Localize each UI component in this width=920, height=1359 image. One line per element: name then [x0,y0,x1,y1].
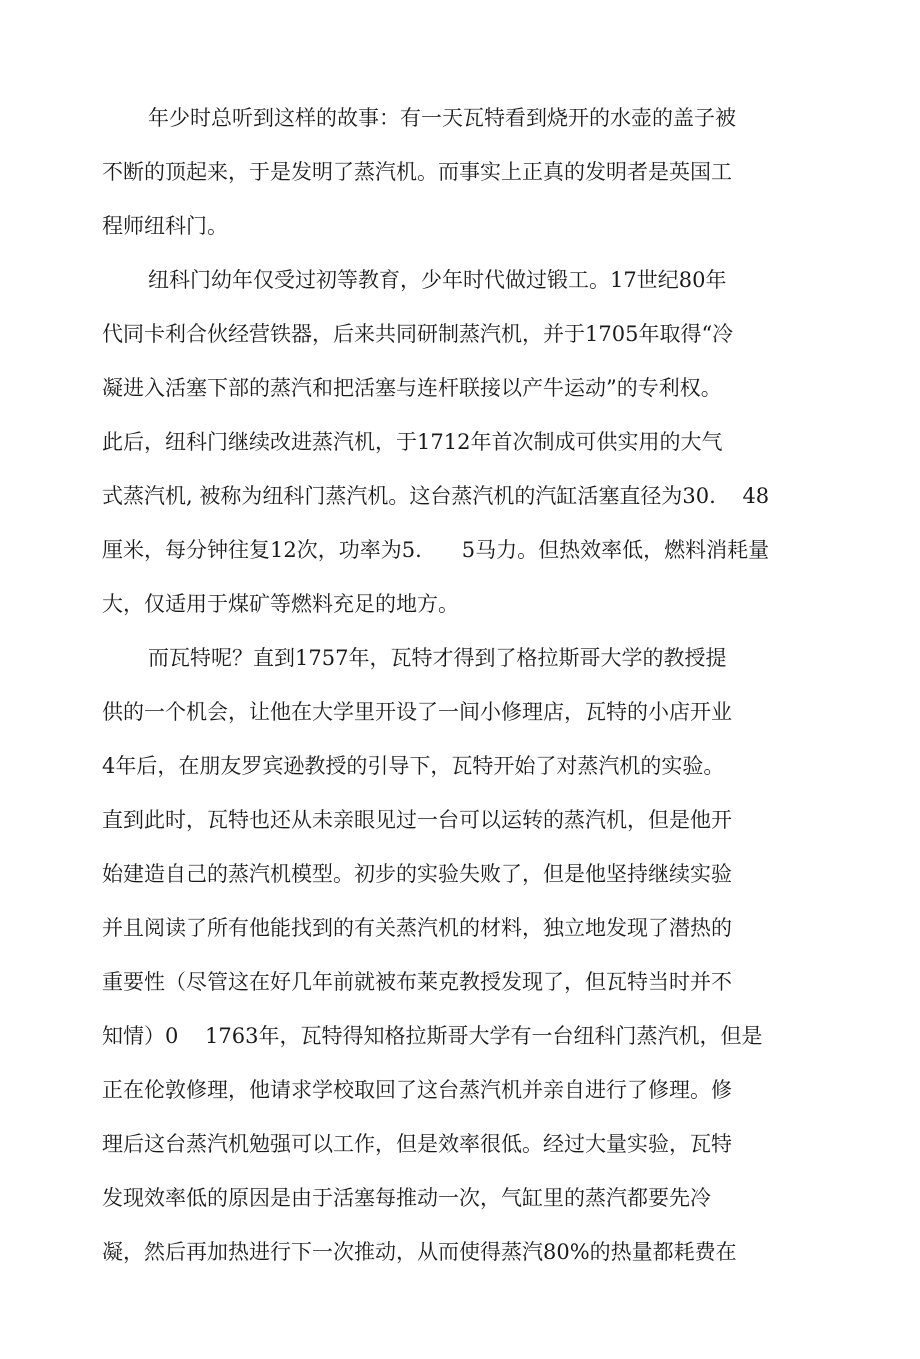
text-line: 4年后，在朋友罗宾逊教授的引导下，瓦特开始了对蒸汽机的实验。 [102,754,725,778]
text-line: 凝，然后再加热进行下一次推动，从而使得蒸汽80%的热量都耗费在 [102,1240,737,1264]
text-line: 发现效率低的原因是由于活塞每推动一次，气缸里的蒸汽都要先冷 [102,1186,711,1210]
text-line: 式蒸汽机, 被称为纽科门蒸汽机。这台蒸汽机的汽缸活塞直径为30. 48 [102,484,770,508]
text-line: 厘米，每分钟往复12次，功率为5. 5马力。但热效率低，燃料消耗量 [102,538,770,562]
text-line: 始建造自己的蒸汽机模型。初步的实验失败了，但是他坚持继续实验 [102,862,732,886]
text-line: 凝进入活塞下部的蒸汽和把活塞与连杆联接以产牛运动”的专利权。 [102,376,722,400]
text-line: 供的一个机会，让他在大学里开设了一间小修理店，瓦特的小店开业 [102,700,732,724]
text-line: 年少时总听到这样的故事：有一天瓦特看到烧开的水壶的盖子被 [148,106,736,130]
text-line: 纽科门幼年仅受过初等教育，少年时代做过锻工。17世纪80年 [148,268,727,292]
text-line: 程师纽科门。 [102,214,228,238]
text-line: 正在伦敦修理，他请求学校取回了这台蒸汽机并亲自进行了修理。修 [102,1078,732,1102]
text-line: 知情）0 1763年，瓦特得知格拉斯哥大学有一台纽科门蒸汽机，但是 [102,1024,763,1048]
text-line: 代同卡利合伙经营铁器，后来共同研制蒸汽机，并于1705年取得“冷 [102,322,734,346]
text-line: 此后，纽科门继续改进蒸汽机，于1712年首次制成可供实用的大气 [102,430,723,454]
text-line: 而瓦特呢？直到1757年，瓦特才得到了格拉斯哥大学的教授提 [148,646,727,670]
text-line: 并且阅读了所有他能找到的有关蒸汽机的材料，独立地发现了潜热的 [102,916,732,940]
text-line: 直到此时，瓦特也还从未亲眼见过一台可以运转的蒸汽机，但是他开 [102,808,732,832]
text-line: 不断的顶起来，于是发明了蒸汽机。而事实上正真的发明者是英国工 [102,160,732,184]
text-line: 重要性（尽管这在好几年前就被布莱克教授发现了，但瓦特当时并不 [102,970,732,994]
text-line: 理后这台蒸汽机勉强可以工作，但是效率很低。经过大量实验，瓦特 [102,1132,732,1156]
text-line: 大，仅适用于煤矿等燃料充足的地方。 [102,592,459,616]
